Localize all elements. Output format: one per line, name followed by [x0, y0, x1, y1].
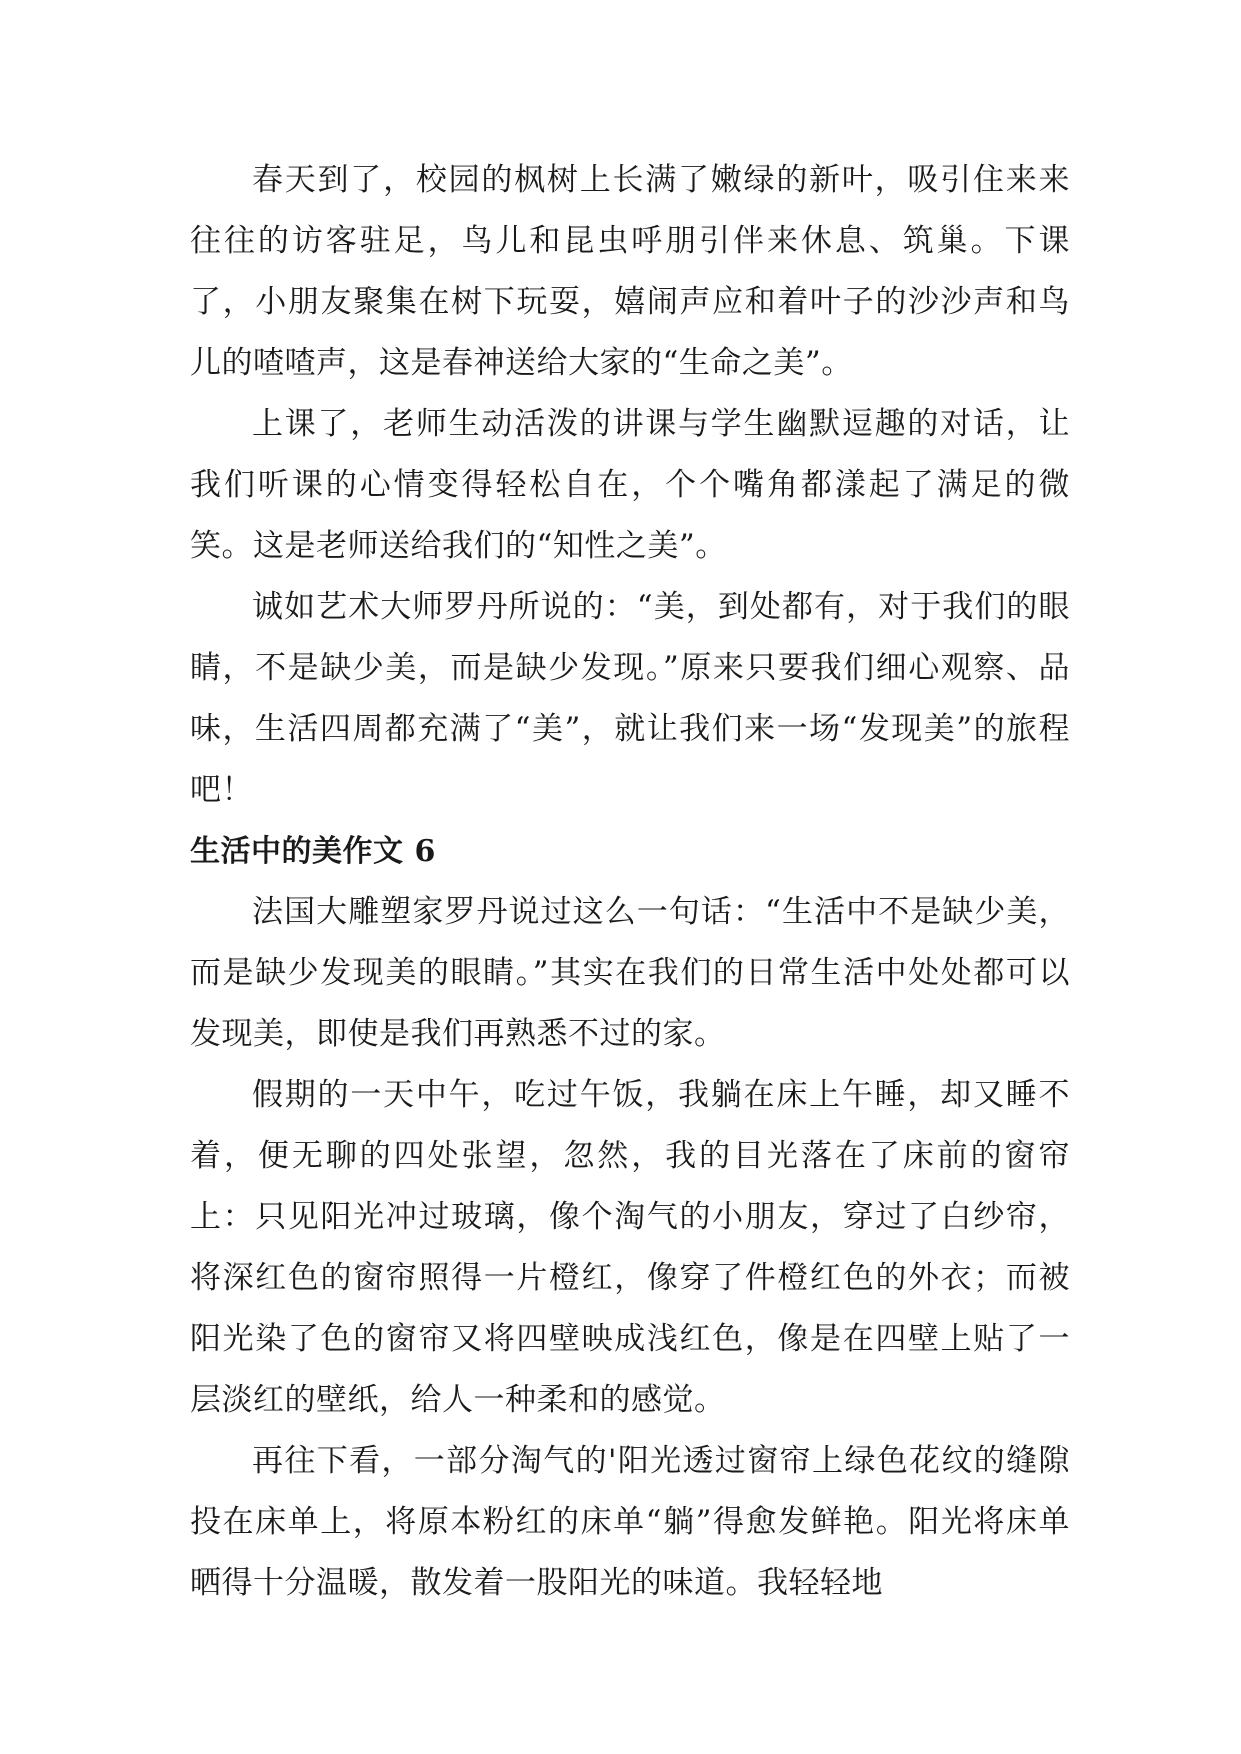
paragraph-spring: 春天到了，校园的枫树上长满了嫩绿的新叶，吸引住来来往往的访客驻足，鸟儿和昆虫呼朋引伴来休息、筑巢。下课了，小朋友聚集在树下玩耍，嬉闹声应和着叶子的沙沙声和鸟儿的喳喳声，这是春神送给大家的“生命之美”。 — [190, 162, 1070, 381]
paragraph-bedsheet: 再往下看，一部分淘气的'阳光透过窗帘上绿色花纹的缝隙投在床单上，将原本粉红的床单“躺”得愈发鲜艳。阳光将床单晒得十分温暖，散发着一股阳光的味道。我轻轻地 — [190, 1443, 1070, 1601]
document-page — [190, 150, 1070, 1614]
section-title: 生活中的美作文 6 — [190, 834, 436, 869]
paragraph-curtain: 假期的一天中午，吃过午饭，我躺在床上午睡，却又睡不着，便无聊的四处张望，忽然，我的目光落在了床前的窗帘上：只见阳光冲过玻璃，像个淘气的小朋友，穿过了白纱帘，将深红色的窗帘照得一片橙红，像穿了件橙红色的外衣；而被阳光染了色的窗帘又将四壁映成浅红色，像是在四壁上贴了一层淡红的壁纸，给人一种柔和的感觉。 — [190, 1077, 1070, 1418]
paragraph-intro: 法国大雕塑家罗丹说过这么一句话：“生活中不是缺少美，而是缺少发现美的眼睛。”其实在我们的日常生活中处处都可以发现美，即使是我们再熟悉不过的家。 — [190, 894, 1070, 1052]
paragraph-class: 上课了，老师生动活泼的讲课与学生幽默逗趣的对话，让我们听课的心情变得轻松自在，个个嘴角都漾起了满足的微笑。这是老师送给我们的“知性之美”。 — [190, 406, 1070, 564]
paragraph-rodin-quote: 诚如艺术大师罗丹所说的：“美，到处都有，对于我们的眼睛，不是缺少美，而是缺少发现。”原来只要我们细心观察、品味，生活四周都充满了“美”，就让我们来一场“发现美”的旅程吧！ — [190, 589, 1070, 808]
